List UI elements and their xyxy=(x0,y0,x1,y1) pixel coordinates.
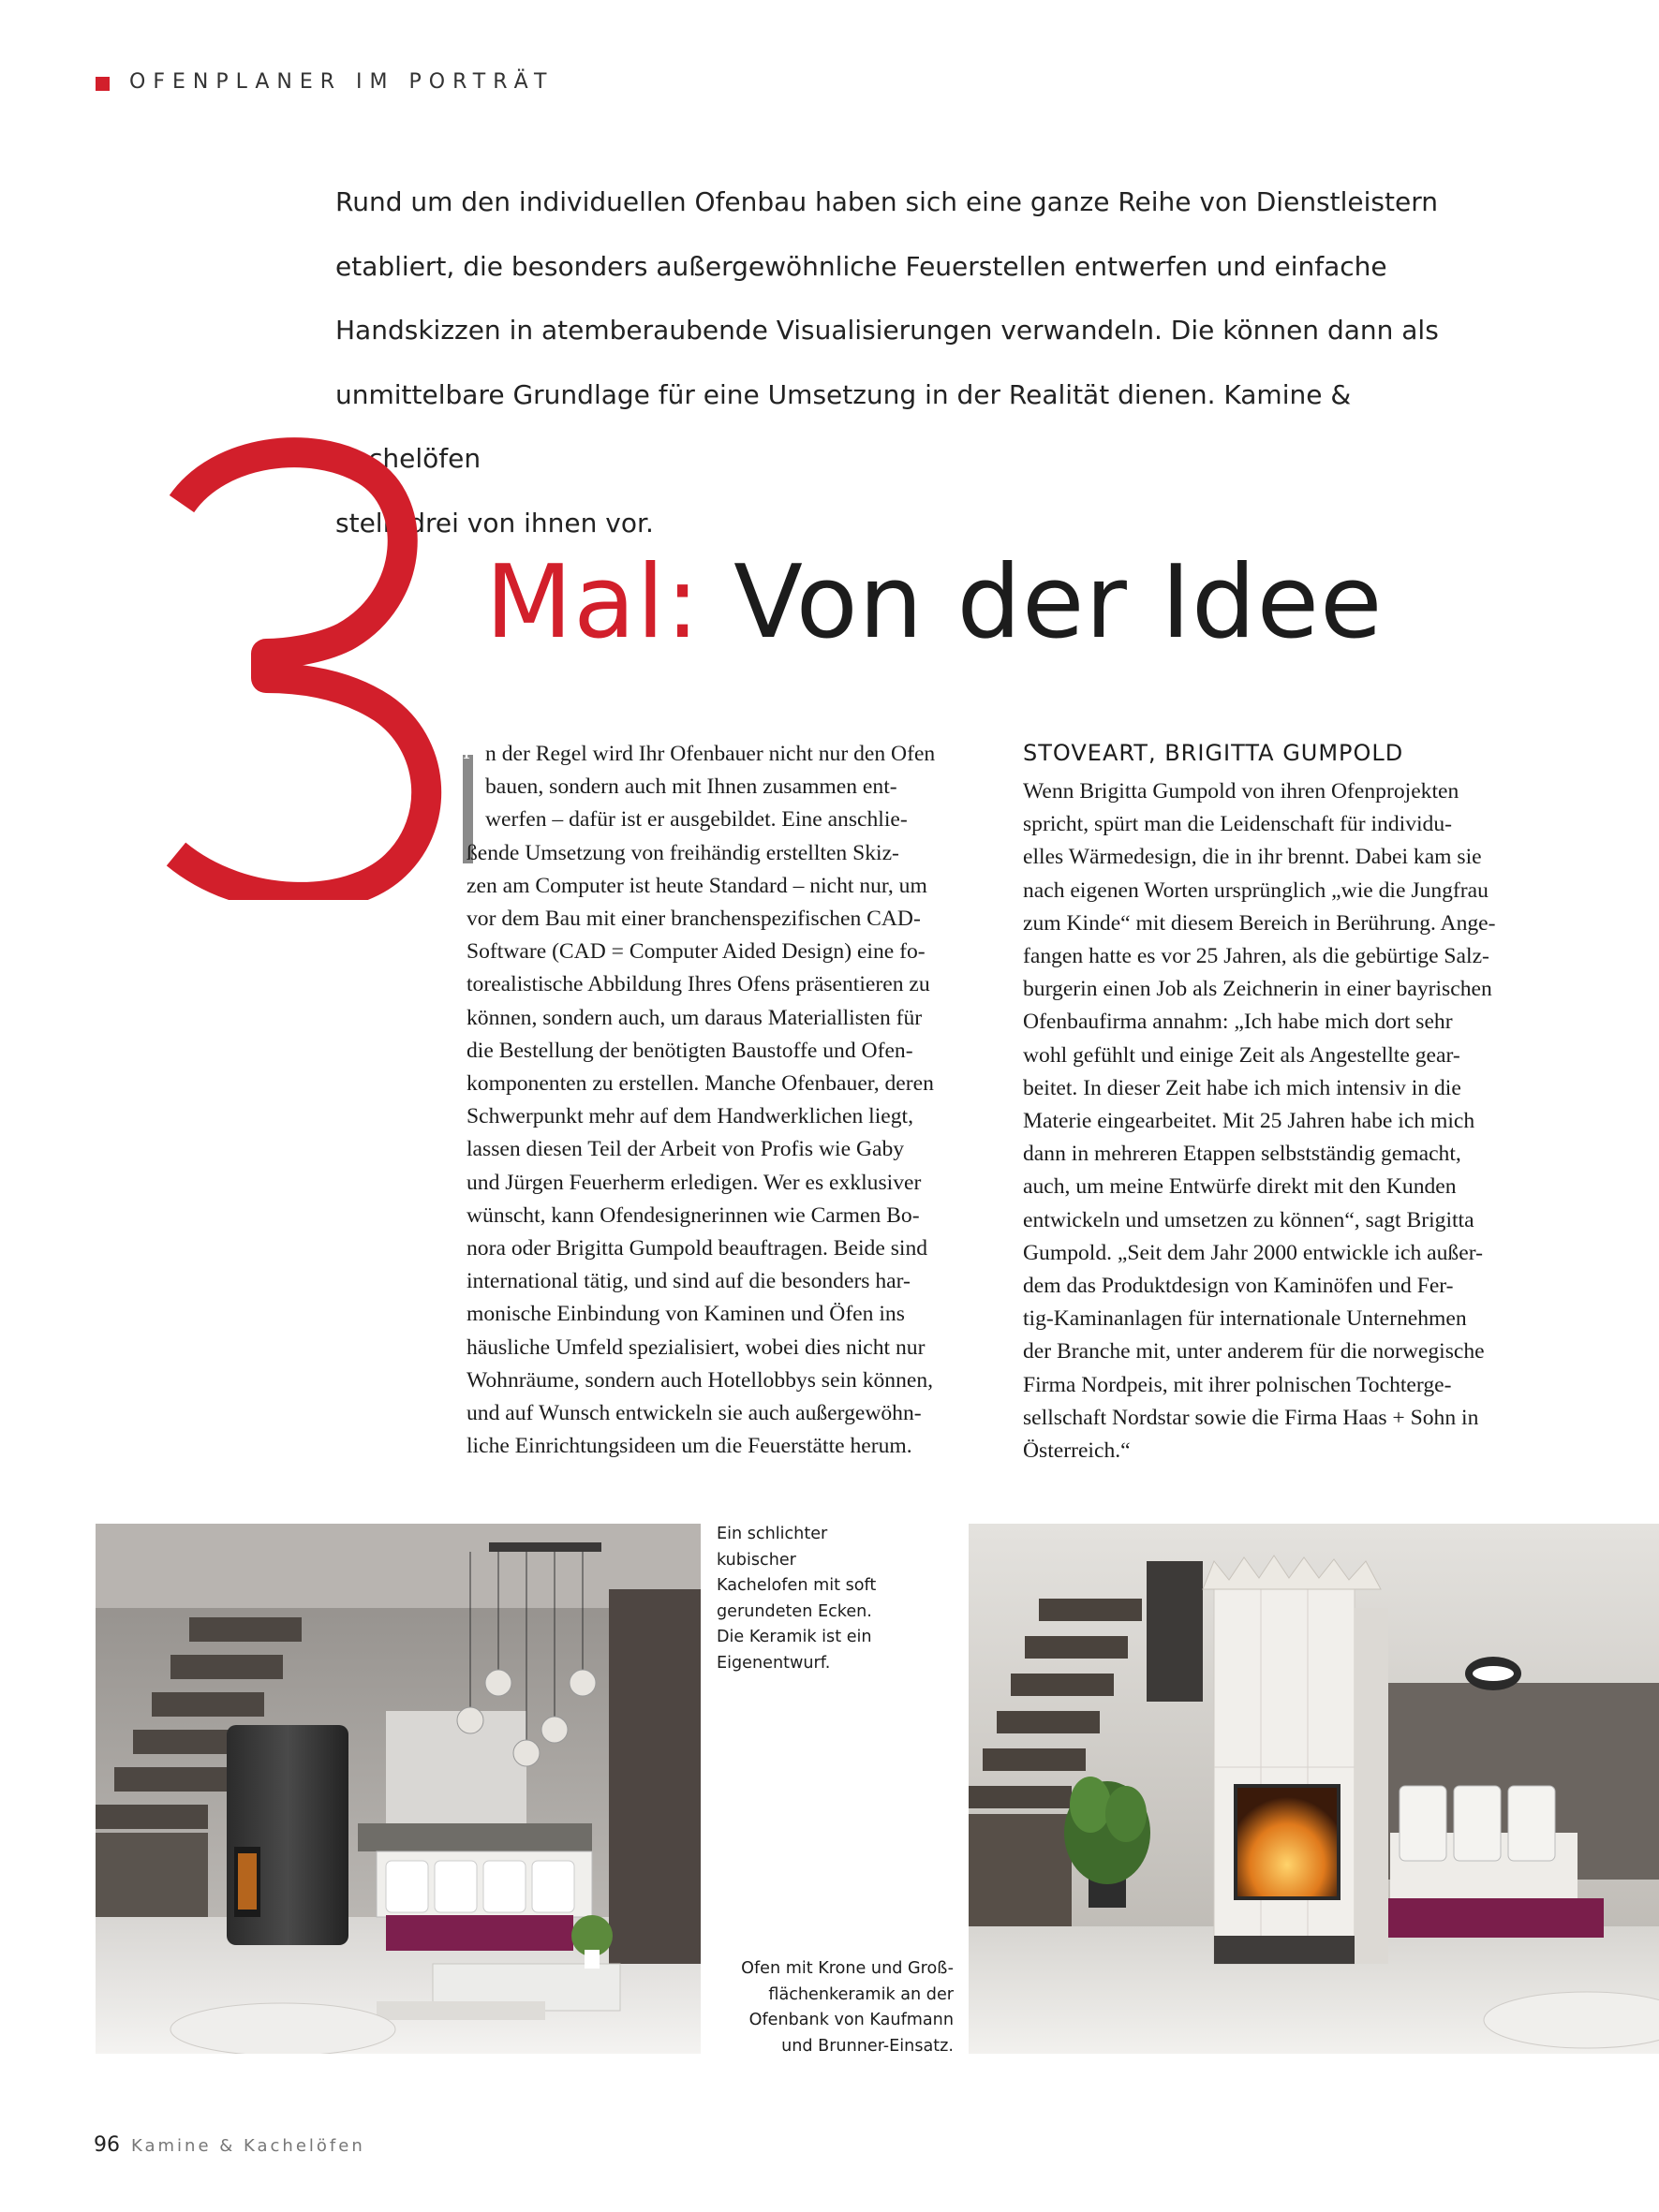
article-line: komponenten zu erstellen. Manche Ofenbauer, deren xyxy=(467,1071,934,1097)
article-line: n der Regel wird Ihr Ofenbauer nicht nur den Ofen xyxy=(485,742,936,766)
caption-line: und Brunner-Einsatz. xyxy=(781,2036,954,2056)
section-label: OFENPLANER IM PORTRÄT xyxy=(129,70,555,94)
article-line: werfen – dafür ist er ausgebildet. Eine anschlie- xyxy=(485,807,908,833)
article-line: zen am Computer ist heute Standard – nicht nur, um xyxy=(467,873,927,898)
article-line: Ofenbaufirma annahm: „Ich habe mich dort sehr xyxy=(1023,1010,1453,1035)
article-line: bauen, sondern auch mit Ihnen zusammen ent- xyxy=(485,774,897,800)
article-line: elles Wärmedesign, die in ihr brennt. Dabei kam sie xyxy=(1023,845,1482,870)
caption-line: Die Keramik ist ein xyxy=(717,1628,872,1646)
article-line: Schwerpunkt mehr auf dem Handwerklichen liegt, xyxy=(467,1104,913,1129)
article-line: vor dem Bau mit einer branchenspezifischen CAD- xyxy=(467,907,921,932)
intro-paragraph xyxy=(335,170,1441,555)
caption-line: gerundeten Ecken. xyxy=(717,1601,872,1621)
article-line: Software (CAD = Computer Aided Design) eine fo- xyxy=(467,939,926,965)
article-line: und Jürgen Feuerherm erledigen. Wer es exklusiver xyxy=(467,1170,922,1195)
article-line: lassen diesen Teil der Arbeit von Profis wie Gaby xyxy=(467,1137,905,1162)
article-line: nach eigenen Worten ursprünglich „wie die Jungfrau xyxy=(1023,877,1489,903)
article-line: torealistische Abbildung Ihres Ofens präsentieren zu xyxy=(467,972,930,997)
photo-white-crown-stove xyxy=(969,1524,1659,2054)
photo2-caption xyxy=(712,1956,954,2059)
article-line: dem das Produktdesign von Kaminöfen und Fer- xyxy=(1023,1274,1454,1299)
article-line: wohl gefühlt und einige Zeit als Angestellte gear- xyxy=(1023,1042,1460,1068)
intro-line: Rund um den individuellen Ofenbau haben sich eine ganze Reihe von Dienstleistern xyxy=(335,186,1438,217)
page-number: 96 xyxy=(94,2133,120,2157)
magazine-name: Kamine & Kachelöfen xyxy=(131,2136,365,2156)
article-line: Wenn Brigitta Gumpold von ihren Ofenprojekten xyxy=(1023,779,1459,804)
article-right-column xyxy=(1023,775,1542,1467)
caption-line: flächenkeramik an der xyxy=(768,1984,954,2004)
article-line: spricht, spürt man die Leidenschaft für individu- xyxy=(1023,812,1452,837)
article-line: Materie eingearbeitet. Mit 25 Jahren habe ich mich xyxy=(1023,1109,1475,1134)
article-line: häusliche Umfeld spezialisiert, wobei dies nicht nur xyxy=(467,1335,926,1360)
article-line: beitet. In dieser Zeit habe ich mich intensiv in die xyxy=(1023,1075,1461,1100)
article-line: entwickeln und umsetzen zu können“, sagt Brigitta xyxy=(1023,1207,1474,1232)
caption-line: Ofenbank von Kaufmann xyxy=(748,2011,954,2029)
article-line: auch, um meine Entwürfe direkt mit den Kunden xyxy=(1023,1174,1457,1200)
article-line: Firma Nordpeis, mit ihrer polnischen Tochterge- xyxy=(1023,1372,1452,1397)
photo1-caption xyxy=(717,1522,895,1676)
intro-line: unmittelbare Grundlage für eine Umsetzung in der Realität dienen. Kamine & Kachelöfen xyxy=(335,378,1352,474)
article-line: burgerin einen Job als Zeichnerin in einer bayrischen xyxy=(1023,977,1492,1002)
caption-line: Eigenentwurf. xyxy=(717,1653,831,1673)
article-line: sellschaft Nordstar sowie die Firma Haas + Sohn in xyxy=(1023,1405,1479,1430)
article-line: können, sondern auch, um daraus Materiallisten für xyxy=(467,1005,923,1030)
dropcap-letter: I xyxy=(463,740,470,764)
caption-line: Ofen mit Krone und Groß- xyxy=(741,1959,954,1978)
article-line: wünscht, kann Ofendesignerinnen wie Carmen Bo- xyxy=(467,1202,920,1228)
article-line: zum Kinde“ mit diesem Bereich in Berührung. Ange- xyxy=(1023,910,1496,936)
photo-dark-tiled-stove xyxy=(96,1524,701,2054)
article-line: dann in mehreren Etappen selbstständig gemacht, xyxy=(1023,1142,1461,1167)
intro-line: Handskizzen in atemberaubende Visualisierungen verwandeln. Die können dann als xyxy=(335,315,1439,346)
section-marker xyxy=(96,77,110,91)
article-line: Österreich.“ xyxy=(1023,1438,1131,1464)
article-line: nora oder Brigitta Gumpold beauftragen. Beide sind xyxy=(467,1236,928,1261)
article-line: liche Einrichtungsideen um die Feuerstätte herum. xyxy=(467,1434,912,1459)
article-line: Wohnräume, sondern auch Hotellobbys sein können, xyxy=(467,1367,934,1393)
article-left-column xyxy=(467,738,985,1463)
headline-accent: Mal: xyxy=(485,544,701,661)
article-line: die Bestellung der benötigten Baustoffe und Ofen- xyxy=(467,1038,913,1063)
caption-line: Kachelofen mit soft xyxy=(717,1576,877,1595)
article-line: und auf Wunsch entwickeln sie auch außergewöhn- xyxy=(467,1401,922,1426)
article-line: tig-Kaminanlagen für internationale Unternehmen xyxy=(1023,1306,1467,1332)
article-line: der Branche mit, unter anderem für die norwegische xyxy=(1023,1339,1485,1364)
big-number-three xyxy=(161,436,447,900)
caption-line: Ein schlichter kubischer xyxy=(717,1525,828,1570)
article-line: ßende Umsetzung von freihändig erstellten Skiz- xyxy=(467,840,899,865)
article-line: international tätig, und sind auf die besonders har- xyxy=(467,1269,911,1294)
article-line: fangen hatte es vor 25 Jahren, als die gebürtige Salz- xyxy=(1023,944,1489,969)
article-line: Gumpold. „Seit dem Jahr 2000 entwickle ich außer- xyxy=(1023,1240,1483,1265)
intro-line: stellt drei von ihnen vor. xyxy=(335,507,654,538)
headline-main: Von der Idee xyxy=(733,544,1384,661)
headline xyxy=(485,538,1384,669)
section-heading: STOVEART, BRIGITTA GUMPOLD xyxy=(1023,740,1404,766)
intro-line: etabliert, die besonders außergewöhnliche Feuerstellen entwerfen und einfache xyxy=(335,250,1387,282)
article-line: monische Einbindung von Kaminen und Öfen ins xyxy=(467,1302,905,1327)
